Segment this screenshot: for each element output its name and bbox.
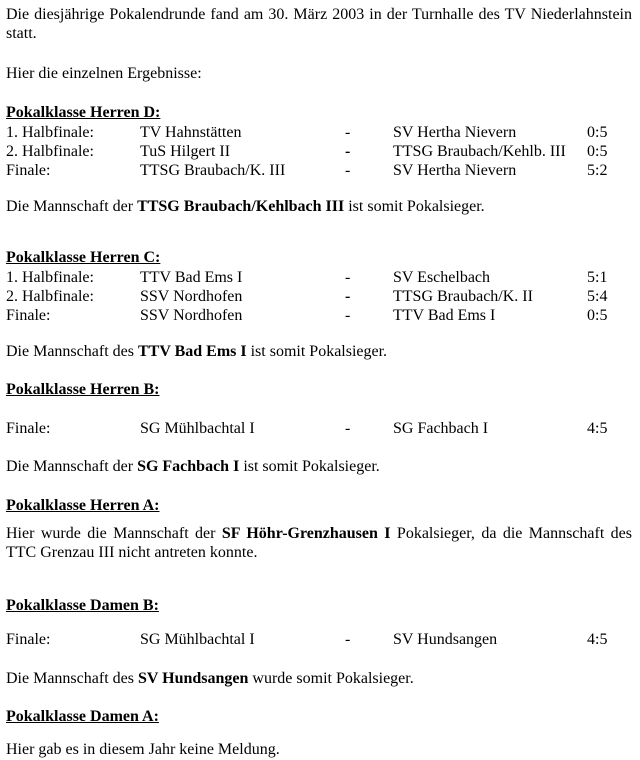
- away-team: SV Hertha Nievern: [393, 123, 517, 141]
- winner-suffix: ist somit Pokalsieger.: [344, 197, 485, 215]
- winner-suffix: wurde somit Pokalsieger.: [248, 669, 414, 687]
- winner-team: TTV Bad Ems I: [137, 342, 247, 360]
- match-row: [6, 630, 632, 649]
- round-label: 1. Halbfinale:: [6, 123, 94, 141]
- match-row: [6, 287, 632, 306]
- section-text: [6, 524, 632, 563]
- winner-line: [6, 342, 632, 361]
- separator-dash: -: [345, 631, 351, 649]
- separator-dash: -: [345, 268, 351, 286]
- section-heading: Pokalklasse Herren D:: [6, 104, 161, 122]
- text-prefix: Hier wurde die Mannschaft der: [6, 524, 222, 542]
- round-label: Finale:: [6, 631, 51, 649]
- section-damen-b: [6, 596, 632, 688]
- round-label: 2. Halbfinale:: [6, 143, 94, 161]
- home-team: TTSG Braubach/K. III: [140, 162, 286, 180]
- match-row: [6, 142, 632, 161]
- home-team: SSV Nordhofen: [140, 288, 243, 306]
- separator-dash: -: [345, 419, 351, 437]
- match-row: [6, 419, 632, 438]
- intro-paragraph: Die diesjährige Pokalendrunde fand am 30. März 2003 in der Turnhalle des TV Niederlahnstein statt.: [6, 6, 632, 43]
- section-herren-d: [6, 103, 632, 216]
- text-suffix: Pokalsieger, da die Mannschaft des TTC Grenzau III nicht antreten konnte.: [6, 524, 632, 562]
- match-score: 5:1: [587, 268, 608, 286]
- winner-suffix: ist somit Pokalsieger.: [246, 342, 388, 360]
- winner-line: [6, 457, 632, 476]
- match-score: 4:5: [587, 631, 608, 649]
- away-team: SV Hertha Nievern: [393, 162, 517, 180]
- winner-line: [6, 669, 632, 688]
- match-score: 4:5: [587, 419, 608, 437]
- match-score: 5:4: [587, 288, 608, 306]
- winner-prefix: Die Mannschaft des: [6, 342, 138, 360]
- winner-team: SV Hundsangen: [137, 669, 249, 687]
- winner-team: SF Höhr-Grenzhausen I: [221, 524, 391, 542]
- winner-line: [6, 197, 632, 216]
- away-team: TTSG Braubach/Kehlb. III: [393, 143, 566, 161]
- section-heading: Pokalklasse Damen B:: [6, 596, 159, 614]
- match-score: 0:5: [587, 123, 608, 141]
- match-score: 0:5: [587, 143, 608, 161]
- away-team: SV Hundsangen: [393, 631, 498, 649]
- home-team: SG Mühlbachtal I: [140, 419, 255, 437]
- section-heading: Pokalklasse Damen A:: [6, 707, 159, 725]
- section-herren-a: [6, 496, 632, 563]
- round-label: Finale:: [6, 307, 51, 325]
- separator-dash: -: [345, 162, 351, 180]
- section-herren-c: [6, 248, 632, 361]
- separator-dash: -: [345, 307, 351, 325]
- match-score: 5:2: [587, 162, 608, 180]
- winner-team: SG Fachbach I: [137, 458, 240, 476]
- section-heading: Pokalklasse Herren A:: [6, 496, 160, 514]
- winner-team: TTSG Braubach/Kehlbach III: [137, 197, 345, 215]
- round-label: Finale:: [6, 162, 51, 180]
- section-heading: Pokalklasse Herren C:: [6, 249, 161, 267]
- home-team: TuS Hilgert II: [140, 143, 231, 161]
- section-herren-b: [6, 380, 632, 476]
- match-row: [6, 161, 632, 180]
- match-row: [6, 123, 632, 142]
- section-heading: Pokalklasse Herren B:: [6, 381, 160, 399]
- section-text: Hier gab es in diesem Jahr keine Meldung.: [6, 741, 280, 759]
- results-intro: Hier die einzelnen Ergebnisse:: [6, 64, 202, 82]
- away-team: SG Fachbach I: [393, 419, 489, 437]
- match-row: [6, 268, 632, 287]
- match-score: 0:5: [587, 307, 608, 325]
- away-team: TTV Bad Ems I: [393, 307, 496, 325]
- home-team: TV Hahnstätten: [140, 123, 242, 141]
- separator-dash: -: [345, 123, 351, 141]
- home-team: SG Mühlbachtal I: [140, 631, 255, 649]
- round-label: 2. Halbfinale:: [6, 288, 94, 306]
- winner-prefix: Die Mannschaft der: [6, 197, 138, 215]
- round-label: Finale:: [6, 419, 51, 437]
- separator-dash: -: [345, 288, 351, 306]
- winner-suffix: ist somit Pokalsieger.: [239, 458, 380, 476]
- home-team: TTV Bad Ems I: [140, 268, 243, 286]
- away-team: SV Eschelbach: [393, 268, 491, 286]
- winner-prefix: Die Mannschaft des: [6, 669, 138, 687]
- match-row: [6, 306, 632, 325]
- home-team: SSV Nordhofen: [140, 307, 243, 325]
- away-team: TTSG Braubach/K. II: [393, 288, 533, 306]
- round-label: 1. Halbfinale:: [6, 268, 94, 286]
- separator-dash: -: [345, 143, 351, 161]
- winner-prefix: Die Mannschaft der: [6, 458, 138, 476]
